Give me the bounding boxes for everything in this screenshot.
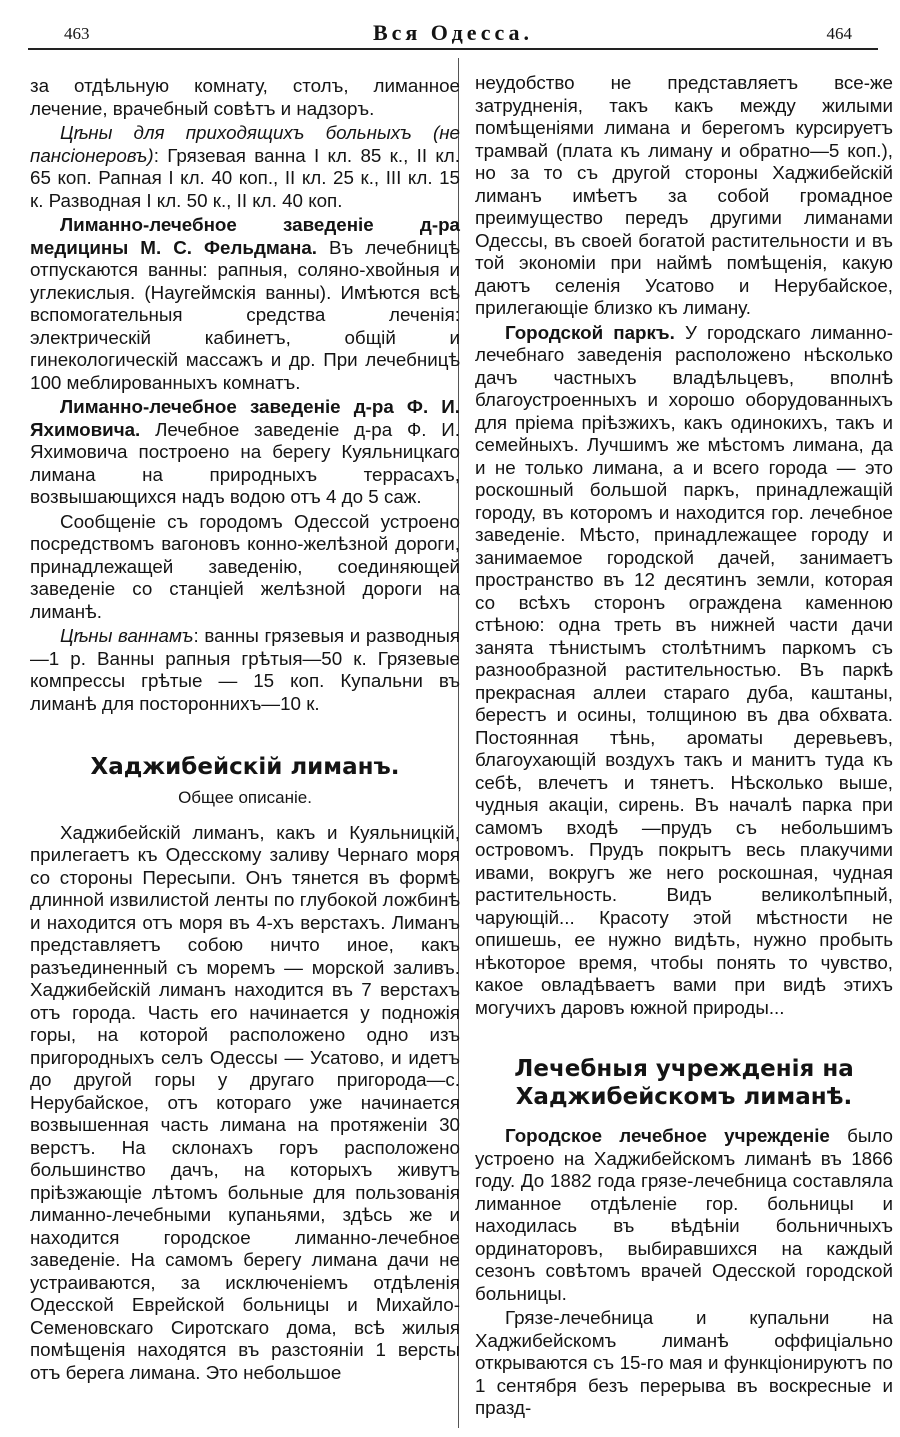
paragraph bbox=[475, 1125, 893, 1305]
price-text: : Грязевая ванна I кл. 85 к., II кл. 65 коп. Рапная I кл. 40 коп., II кл. 25 к., III кл. 15 к. Разводная I кл. 50 к., II кл. 40 коп. bbox=[30, 144, 460, 211]
paragraph: за отдѣльную комнату, столъ, лиманное лечение, врачебный совѣтъ и надзоръ. bbox=[30, 75, 460, 119]
paragraph: Хаджибейскій лиманъ, какъ и Куяльницкій, прилегаетъ къ Одесскому заливу Чернаго моря со стороны Пересыпи. Онъ тянется въ формѣ длинной извилистой ленты по глубокой ложбинѣ и находится отъ моря въ 4-хъ верстахъ. Лиманъ представляетъ собою ничто иное, какъ разъединенный съ моремъ — морской заливъ. Хаджибейскій лиманъ находится въ 7 верстахъ отъ города. Часть его начинается у подножія горы, на которой расположено одно изъ пригородныхъ селъ Одессы — Усатово, и идетъ до другой горы у другаго пригорода—с. Нерубайское, отъ котораго уже начинается возвышенная часть лимана на протяженіи 30 верстъ. На склонахъ горъ расположено большинство дачъ, на которыхъ живутъ пріѣзжающіе лѣтомъ больные для пользованія лиманно-лечебными купаньями, здѣсь же и находится городское лиманно-лечебное заведеніе. На самомъ берегу лимана дачи не устраиваются, за исключеніемъ отдѣленія Одесской Еврейской больницы и Михайло-Семеновскаго Сиротскаго дома, всѣ жилыя помѣщенія находятся въ разстояніи 1 версты отъ берега лимана. Это небольшое bbox=[30, 821, 460, 1383]
institution-name: Городское лечебное учрежденіе bbox=[505, 1125, 830, 1146]
paragraph bbox=[30, 396, 460, 509]
institution-name: Лиманно-лечебное заведеніе д-ра медицины М. С. Фельдмана. bbox=[30, 214, 460, 258]
left-column bbox=[30, 75, 460, 1384]
page-number-right: 464 bbox=[826, 24, 852, 43]
institution-text: Лечебное заведеніе д-ра Ф. И. Яхимовича построено на берегу Куяльницкаго лимана на природныхъ террасахъ, возвышающихся надъ водою отъ 4 до 5 саж. bbox=[30, 418, 460, 507]
paragraph: Сообщеніе съ городомъ Одессой устроено посредствомъ вагоновъ конно-желѣзной дороги, принадлежащей заведенію, соединяющей заведеніе со станціей желѣзной дороги на лиманѣ. bbox=[30, 510, 460, 622]
section-subheading: Общее описаніе. bbox=[178, 788, 312, 807]
price-label: Цѣны ваннамъ bbox=[60, 625, 194, 646]
institution-name: Городской паркъ. bbox=[505, 321, 675, 343]
price-label: Цѣны для приходящихъ больныхъ (не пансіонеровъ) bbox=[30, 122, 460, 166]
paragraph: неудобство не представляетъ все-же затрудненія, такъ какъ между жилыми помѣщеніями лимана и берегомъ курсируетъ трамвай (плата къ лиману и обратно—5 коп.), но за то съ другой стороны Хаджибейскій лиманъ имѣетъ за собой громадное преимущество передъ другими лиманами Одессы, въ своей богатой растительности и въ той экономіи при наймѣ помѣщенія, какую даютъ селенія Усатово и Нерубайское, прилегающіе близко къ лиману. bbox=[475, 72, 893, 318]
right-column bbox=[475, 72, 893, 1420]
header-title: Вся Одесса. bbox=[372, 20, 534, 45]
paragraph bbox=[30, 214, 460, 394]
paragraph bbox=[475, 322, 893, 1020]
institution-text: У городскаго лиманно-лечебнаго заведенія расположено нѣсколько дачъ частныхъ владѣльцевъ, вполнѣ благоустроенныхъ и хорошо оборудованныхъ для пріема пріѣзжихъ, какъ одинокихъ, такъ и семейныхъ. Лучшимъ же мѣстомъ лимана, да и не только лимана, а и всего города — это роскошный большой паркъ, принадлежащій городу, въ которомъ и находится гор. лечебное заведеніе. Мѣсто, принадлежащее городу и занимаемое городской дачей, занимаетъ пространство въ 12 десятинъ земли, которая со всѣхъ сторонъ ограждена каменною стѣною: одна треть въ нижней части дачи занята тѣнистымъ столѣтнимъ паркомъ съ разнообразной растительностью. Въ паркѣ прекрасная аллеи стараго дуба, каштаны, берестъ и осины, толщиною въ два обхвата. Постоянная тѣнь, ароматы деревьевъ, благоухающій воздухъ такъ и манитъ туда къ себѣ, влечетъ и тянетъ. Нѣсколько выше, чудныя акаціи, сирень. Въ началѣ парка при самомъ входѣ —прудъ съ небольшимъ островомъ. Прудъ покрытъ весь плакучими ивами, вокругъ же него роскошная, чудная растительность. Видъ великолѣпный, чарующій... Красоту этой мѣстности не опишешь, ее нужно видѣть, нужно пробыть нѣкоторое время, чтобы понять то чувство, какое овладѣваетъ вами при видѣ этихъ могучихъ даровъ южной природы... bbox=[475, 321, 893, 1018]
paragraph bbox=[30, 625, 460, 715]
paragraph bbox=[30, 122, 460, 212]
institution-text: Въ лечебницѣ отпускаются ванны: рапныя, соляно-хвойныя и углекислыя. (Наугеймскія ванны). Имѣются всѣ вспомогательныя средства леченія: электрическій кабинетъ, общій и гинекологическій массажъ и др. При лечебницѣ 100 меблированныхъ комнатъ. bbox=[30, 236, 460, 393]
institution-text: было устроено на Хаджибейскомъ лиманѣ въ 1866 году. До 1882 года грязе-лечебница составляла лиманное отдѣленіе гор. больницы и находилась въ вѣдѣніи больничныхъ ординаторовъ, выбиравшихся на каждый сезонъ совѣтомъ врачей Одесской городской больницы. bbox=[475, 1125, 894, 1304]
page-number-left: 463 bbox=[64, 24, 90, 43]
section-heading: Лечебныя учрежденія на Хаджибейскомъ лиманѣ. bbox=[514, 1056, 854, 1110]
running-header bbox=[28, 20, 878, 50]
institution-name: Лиманно-лечебное заведеніе д-ра Ф. И. Яхимовича. bbox=[30, 396, 460, 440]
paragraph: Грязе-лечебница и купальни на Хаджибейскомъ лиманѣ оффиціально открываются съ 15-го мая и функціонируютъ по 1 сентября безъ перерыва въ воскресные и празд- bbox=[475, 1307, 893, 1418]
section-heading: Хаджибейскій лиманъ. bbox=[90, 754, 400, 780]
price-text: : ванны грязевыя и разводныя—1 р. Ванны рапныя грѣтыя—50 к. Грязевые компрессы грѣтые — 15 коп. Купальни въ лиманѣ для постороннихъ—10 к. bbox=[30, 625, 460, 714]
